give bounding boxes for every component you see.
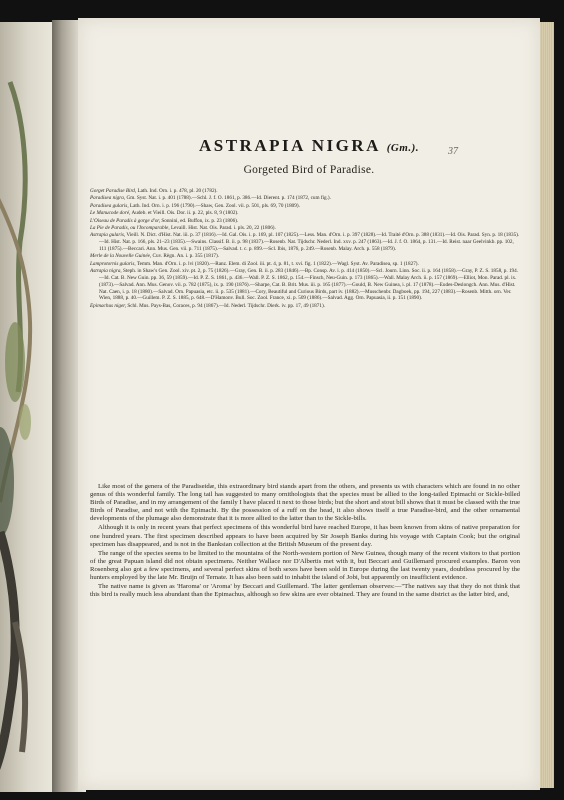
facing-plate-page: [0, 22, 52, 792]
synonym-entry: Astrapia gularis, Vieill. N. Dict. d'Hist. Nat. iii. p. 37 (1816).—Id. Gal. Ois. i. p. 169, pl. 107 (1825).—Less. Man. d'Orn. i. p. 397 (1828).—Id. Traité d'Orn. p. 388 (1831).—Id. Ois. Parad. Syn. p. 18 (1835).—Id. Hist. Nat. p. 166, pls. 21–23 (1835).—Swains. Classif. B. ii. p. 98 (1837).—Rosenb. Nat. Tijdschr. Nederl. Ind. xxv. p. 247 (1863).—Id. J. f. O. 1864, p. 131.—Id. Reist. naar Geelvinkb. pp. 102, 111 (1875).—Beccari. Ann. Mus. Gen. vii. p. 711 (1875).—Salvad. t. c. p. 899.—Scl. Ibis, 1876, p. 249.—Rosenb. Malay. Arch. p. 558 (1879).: [90, 232, 520, 252]
synonymy-list: [90, 188, 522, 310]
synonym-entry: Paradisea nigra, Gm. Syst. Nat. i. p. 401 (1788).—Schl. J. f. O. 1861, p. 386.—Id. Dierent. p. 174 (1872, cum fig.).: [90, 195, 331, 202]
page-number: 37: [448, 146, 458, 157]
synonym-entry: Gorget Paradise Bird, Lath. Ind. Orn. i. p. 478, pl. 20 (1782).: [90, 188, 218, 194]
synonym-entry: Astrapia nigra, Steph. in Shaw's Gen. Zool. xiv. pt. 2, p. 75 (1826).—Gray, Gen. B. ii. p. 283 (1846).—Bp. Consp. Av. i. p. 414 (1850).—Scl. Journ. Linn. Soc. ii. p. 164 (1858).—Gray, P. Z. S. 1858, p. 194.—Id. Cat. B. New Guin. pp. 36, 59 (1859).—Id. P. Z. S. 1861, p. 436.—Wall. P. Z. S. 1862, p. 154.—Finsch, Neu-Guin. p. 173 (1865).—Wall. Malay Arch. ii. p. 157 (1869).—Elliot, Mon. Parad. pl. ix. (1873).—Salvad. Ann. Mus. Genov. vii. p. 782 (1875), ix. p. 190 (1876).—Sharpe, Cat. B. Brit. Mus. iii. p. 165 (1877).—Gould, B. New Guinea, i. pl. 17 (1878).—Eudes-Deslongch. Ann. Mus. d'Hist. Nat. Caen, i. p. 18 (1880).—Salvad. Orn. Papuasia, etc. ii. p. 535 (1881).—Cory, Beautiful and Curious Birds, part iv. (1882).—Musschenbr. Dagboek, pp. 194, 227 (1883).—Rosenb. Mitth. orn. Ver. Wien, 1888, p. 40.—Guillem. P. Z. S. 1885, p. 648.—D'Hamonv. Bull. Soc. Zool. France, xi. p. 509 (1886).—Salvad. Agg. Orn. Papuasia, ii. p. 151 (1890).: [90, 268, 519, 302]
body-paragraph: The native name is given as 'Haroma' or 'Aroma' by Beccari and Guillemard. The latter gentleman observes:—"The natives say that they do not think that this bird is really much less abundant than the Epimachus, although so few skins are ever obtained. They are found in the same district as the latter bird, and,: [90, 583, 520, 599]
species-title: [78, 136, 540, 158]
book-page: [78, 18, 540, 790]
body-paragraph: The range of the species seems to be limited to the mountains of the North-western portion of New Guinea, though many of the recent visitors to that portion of the great Papuan island did not obtain specimens. Neither Wallace nor D'Albertis met with it, but Beccari and Guillemard procured examples. Baron von Rosenberg also got a few specimens, and several perfect skins of both sexes have been sold in Europe during the last twenty years, doubtless procured by the hunters employed by the late Mr. Bruijn of Ternate. It has also been said to inhabit the island of Jobi, but apparently on insufficient evidence.: [90, 549, 520, 582]
synonym-entry: Le Manucode doré, Audeb. et Vieill. Ois. Dor. ii. p. 22, pls. 8, 9 (1802).: [90, 210, 239, 217]
page-header: [78, 136, 540, 176]
synonym-entry: Epimachus niger, Schl. Mus. Pays-Bas, Coraces, p. 94 (1867).—Id. Nederl. Tijdschr. Dierk. iv. pp. 17, 49 (1871).: [90, 302, 325, 309]
body-paragraph: Although it is only in recent years that perfect specimens of this wonderful bird have reached Europe, it has been known from skins of native preparation for one hundred years. The first specimen described appears to have been acquired by Sir Joseph Banks during his voyage with Captain Cook; but the original specimen has disappeared, and is not in the Banksian collection at the British Museum of the present day.: [90, 524, 520, 548]
synonym-entry: La Pie de Paradis, ou l'Incomparable, Levaill. Hist. Nat. Ois. Parad. i. pls. 20, 22 (1806).: [90, 224, 276, 231]
synonym-entry: Lamprotornis gularis, Temm. Man. d'Orn. i. p. lvi (1820).—Ranz. Elem. di Zool. iii. pt. 4, p. 81, t. xvi. fig. 1 (1822).—Wagl. Syst. Av. Paradisea, sp. 1 (1827).: [90, 260, 419, 267]
synonym-entry: Paradisea gularis, Lath. Ind. Orn. i. p. 196 (1790).—Shaw, Gen. Zool. vii. p. 501, pls. 69, 70 (1809).: [90, 202, 300, 209]
species-name: ASTRAPIA NIGRA: [198, 136, 380, 155]
synonym-entry: L'Oiseau de Paradis à gorge d'or, Sonnini, ed. Buffon, ix. p. 23 (1806).: [90, 217, 239, 224]
species-author: (Gm.).: [386, 142, 420, 154]
synonym-entry: Merle de la Nouvelle Guinée, Cuv. Règn. An. i. p. 355 (1817).: [90, 253, 220, 260]
body-paragraph: Like most of the genera of the Paradiseidæ, this extraordinary bird stands apart from the others, and presents us with characters which are found in no other genus of this wonderful family. The long tail has suggested to many ornithologists that the species must be allied to the long-tailed Epimachi or Sickle-billed Birds of Paradise, and in my arrangement of the family I have placed it next to those birds; but the short and stout bill shows that it must be classed with the true Birds of Paradise, and not with the Epimachi. By the possession of a ruff on the head, it also shows itself a true Paradise-bird, and the other ornamental developments of the plumage also demonstrate that it is more allied to the latter than to the Sickle-bills.: [90, 483, 520, 523]
bird-illustration: [0, 62, 40, 782]
page-edges: [540, 22, 554, 788]
body-text: [90, 483, 520, 600]
common-name: Gorgeted Bird of Paradise.: [243, 164, 375, 176]
